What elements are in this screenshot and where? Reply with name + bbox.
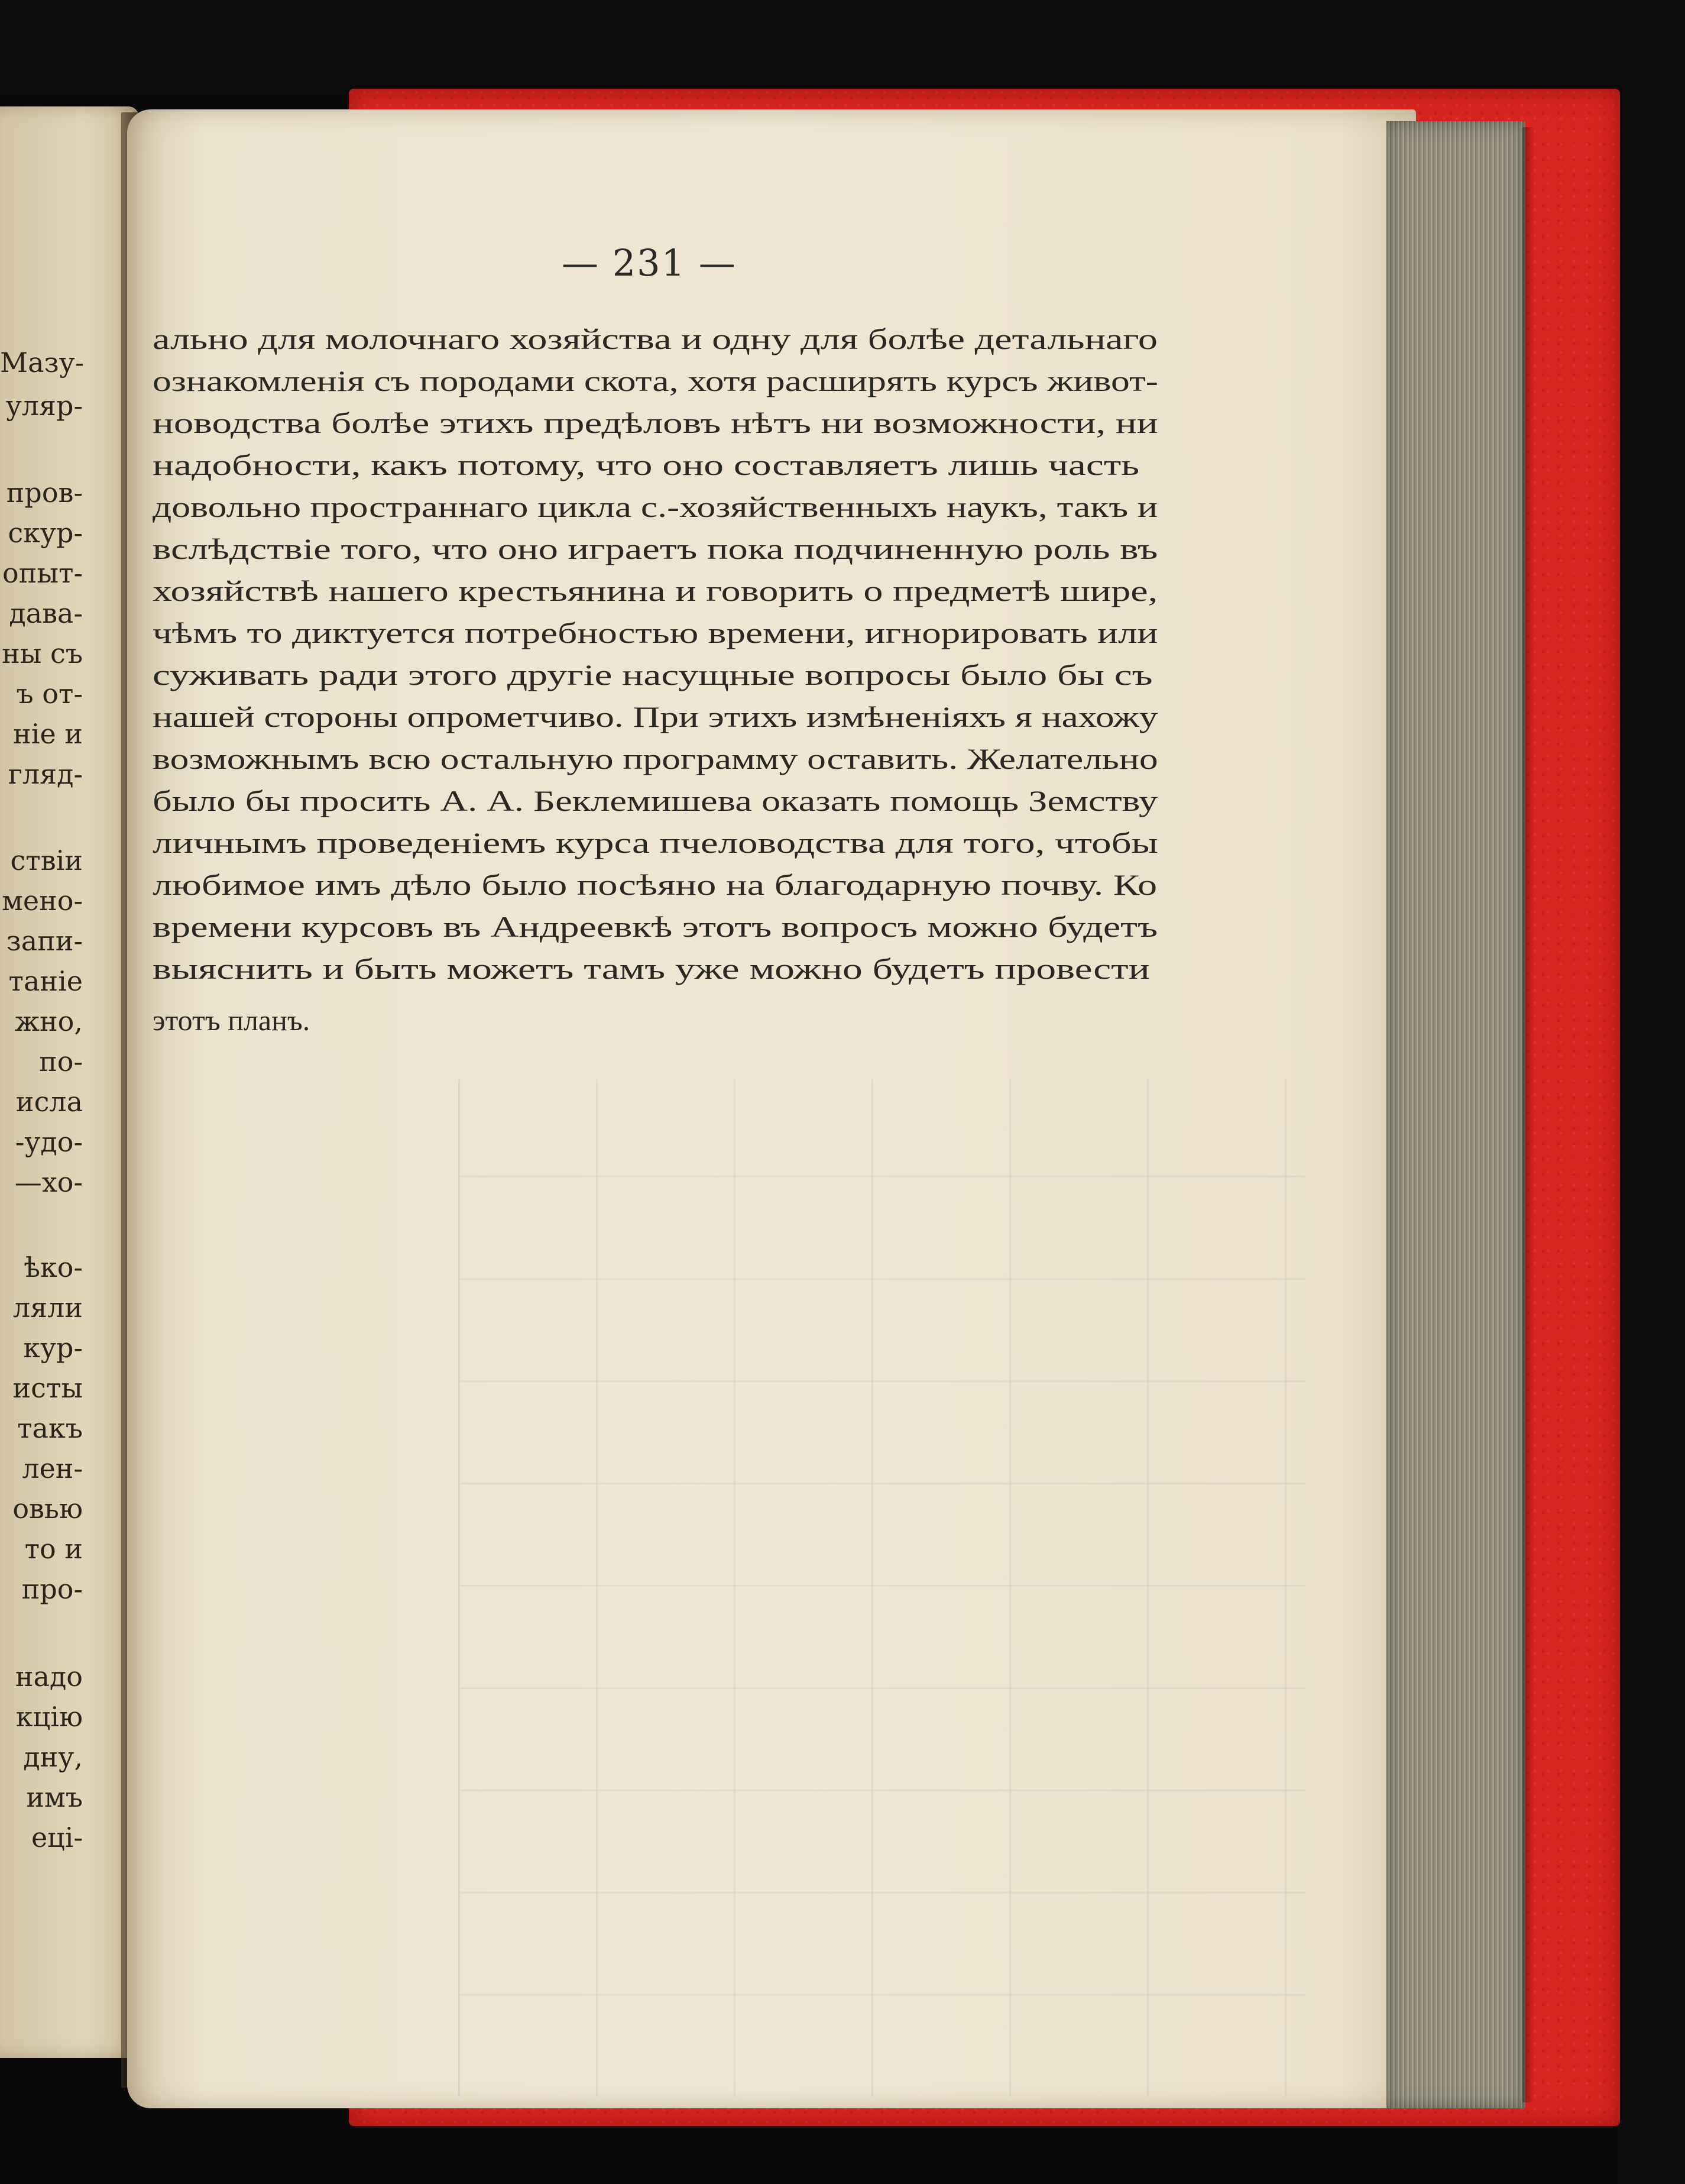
left-page-line: пров-	[6, 477, 83, 509]
left-page-line: ствіи	[10, 845, 83, 876]
body-text-line: чѣмъ то диктуется потребностью времени, игнорировать или	[153, 616, 1158, 649]
body-text-line: любимое имъ дѣло было посѣяно на благодарную почву. Ко	[153, 868, 1158, 901]
left-page-line: имъ	[26, 1781, 83, 1813]
body-text-line: надобности, какъ потому, что оно составляетъ лишь часть	[153, 448, 1140, 481]
body-text-line: вслѣдствіе того, что оно играетъ пока подчиненную роль въ	[153, 532, 1158, 565]
left-page-line: то и	[24, 1533, 83, 1565]
left-page-line: по-	[39, 1046, 83, 1078]
left-page-line: ѣко-	[24, 1251, 83, 1283]
body-text-line: личнымъ проведеніемъ курса пчеловодства для того, чтобы	[153, 826, 1158, 859]
body-text-line: времени курсовъ въ Андреевкѣ этотъ вопросъ можно будетъ	[153, 910, 1158, 943]
body-text-line: было бы просить А. А. Беклемишева оказать помощь Земству	[153, 784, 1158, 817]
left-page-line: таніе	[8, 965, 83, 997]
body-text-line: ознакомленія съ породами скота, хотя расширять курсъ живот-	[153, 364, 1158, 397]
body-text-line: выяснить и быть можетъ тамъ уже можно будетъ провести	[153, 952, 1150, 985]
body-text-line: суживать ради этого другіе насущные вопросы было бы съ	[153, 658, 1153, 691]
left-page-line: ніе и	[13, 718, 83, 750]
body-text-line: хозяйствѣ нашего крестьянина и говорить о предметѣ шире,	[153, 574, 1158, 607]
backdrop-top	[0, 0, 1685, 95]
left-page-line: запи-	[6, 925, 83, 957]
body-text-line: нашей стороны опрометчиво. При этихъ измѣненіяхъ я нахожу	[153, 700, 1158, 733]
left-page-line: —хо-	[14, 1166, 83, 1198]
left-page-line: дну,	[23, 1741, 83, 1773]
left-page-line: овью	[12, 1493, 83, 1525]
left-page-line: мено-	[2, 885, 83, 917]
left-page-line: ляли	[12, 1292, 83, 1324]
left-page-line: исла	[15, 1086, 83, 1118]
backdrop-right	[1617, 0, 1685, 2184]
left-page-line: опыт-	[2, 557, 83, 589]
left-page-line: такъ	[17, 1412, 83, 1444]
left-page-line: лен-	[22, 1452, 83, 1484]
body-text-line: довольно пространнаго цикла с.-хозяйственныхъ наукъ, такъ и	[153, 490, 1158, 523]
left-page-line: кцію	[15, 1701, 83, 1733]
body-text-line: новодства болѣе этихъ предѣловъ нѣтъ ни возможности, ни	[153, 406, 1158, 439]
left-page-line: уляр-	[5, 390, 83, 422]
left-page-line: еці-	[31, 1821, 83, 1853]
bleed-through-table	[458, 1079, 1305, 2096]
left-page-line: Мазу-	[0, 347, 85, 378]
left-page-line: про-	[21, 1573, 83, 1605]
left-page-line: ъ от-	[16, 678, 83, 710]
left-page-line: исты	[12, 1372, 83, 1404]
body-text-line: этотъ планъ.	[153, 1004, 310, 1037]
left-page-line: -удо-	[15, 1126, 83, 1158]
body-text-line: возможнымъ всю остальную программу оставить. Желательно	[153, 742, 1158, 775]
left-page-line: дава-	[9, 597, 83, 629]
left-page-line: гляд-	[8, 758, 83, 790]
page-edges	[1386, 121, 1525, 2108]
body-text-line: ально для молочнаго хозяйства и одну для болѣе детальнаго	[153, 322, 1158, 355]
left-page-line: скур-	[8, 517, 83, 549]
page-edges-shadow	[1522, 127, 1534, 2102]
left-page-line: жно,	[14, 1005, 83, 1037]
page-number: — 231 —	[562, 241, 737, 284]
left-page-line: кур-	[23, 1332, 83, 1364]
left-page-line: ны съ	[2, 638, 83, 669]
left-page-line: надо	[15, 1661, 83, 1693]
